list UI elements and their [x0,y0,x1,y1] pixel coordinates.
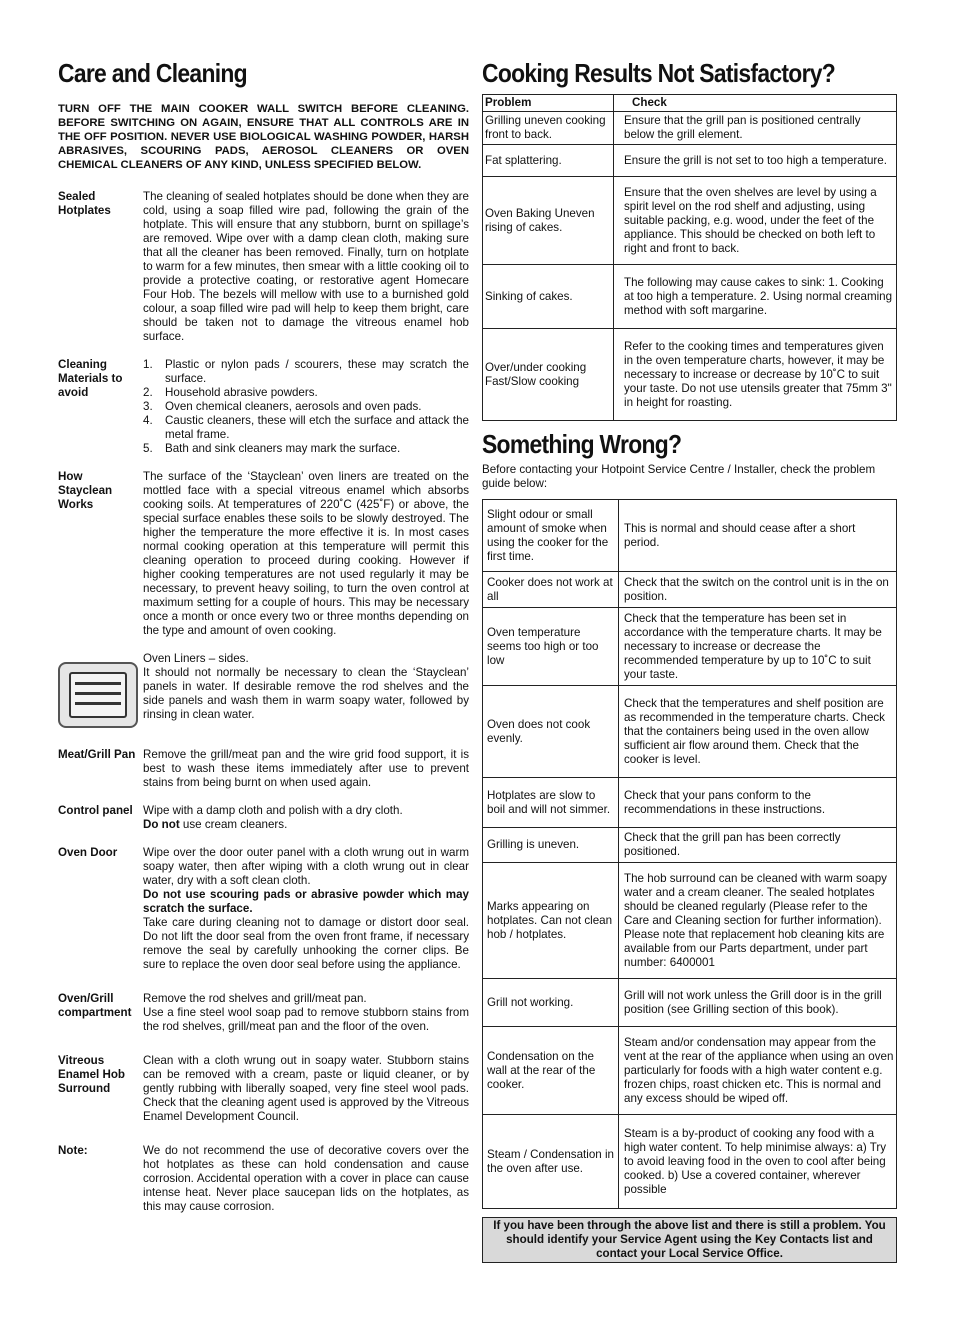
problem-header: Problem [483,95,614,112]
vitreous-enamel-label: Vitreous Enamel Hob Surround [58,1054,125,1095]
table-row: Hotplates are slow to boil and will not simmer. Check that your pans conform to the recommendations in these instructions. [483,778,897,828]
sealed-hotplates-label: Sealed Hotplates [58,190,111,217]
table-row: Oven Baking Uneven rising of cakes. Ensure that the oven shelves are level by using a spirit level on the rod shelf and adjusting, using suitable packing, e.g. wood, under the feet of the appliance. This should be checked on both left to right and front to back. [483,177,897,265]
something-wrong-table [482,499,897,1209]
table-row: Oven does not cook evenly. Check that the temperatures and shelf position are as recommended in the temperature charts. Check that the containers being used in the oven allow sufficient air flow around them. Check that the cooker is level. [483,686,897,778]
table-row: Marks appearing on hotplates. Can not clean hob / hotplates. The hob surround can be cleaned with warm soapy water and a cream cleaner. The sealed hotplates should be cleaned regularly (Please refer to the Care and Cleaning section for further information). Please note that replacement hob cleaning kits are available from our Parts department, under part number: 6400001 [483,863,897,979]
care-title: Care and Cleaning [58,58,247,88]
check-header: Check [614,95,897,112]
table-row: Over/under cooking Fast/Slow cooking Refer to the cooking times and temperatures given in the oven temperature charts, however, it may be necessary to increase or decrease by 10˚C to suit your taste. Do not use utensils greater that 75mm 3" in height for roasting. [483,329,897,421]
stayclean-section [58,470,469,638]
table-row: Condensation on the wall at the rear of the cooker. Steam and/or condensation may appear from the vent at the rear of the appliance when using an oven particularly for foods with a high water content e.g. frozen chips, roast chicken etc. This is normal and any excess should be wiped off. [483,1027,897,1115]
table-row: Fat splattering. Ensure the grill is not set to too high a temperature. [483,145,897,177]
control-panel-label: Control panel [58,804,133,817]
oven-door-warning: Do not use scouring pads or abrasive powder which may scratch the surface. [143,888,469,915]
meat-grill-pan-section [58,748,469,790]
service-agent-notice: If you have been through the above list and there is still a problem. You should identify your Service Agent using the Key Contacts list and contact your Local Service Office. [482,1217,897,1263]
vitreous-enamel-section [58,1054,469,1124]
meat-grill-pan-label: Meat/Grill Pan [58,748,136,761]
care-warning: TURN OFF THE MAIN COOKER WALL SWITCH BEFORE CLEANING. BEFORE SWITCHING ON AGAIN, ENSURE THAT ALL CONTROLS ARE IN THE OFF POSITION. NEVER USE BIOLOGICAL WASHING POWDER, HARSH ABRASIVES, SCOURING PADS, AEROSOL CLEANERS OR OVEN CHEMICAL CLEANERS OF ANY KIND, UNLESS SPECIFIED BELOW. [58,103,469,171]
table-row: Grilling uneven cooking front to back. Ensure that the grill pan is positioned centrally below the grill element. [483,112,897,145]
table-row: Sinking of cakes. The following may cause cakes to sink: 1. Cooking at too high a temperature. 2. Using normal creaming method with soft margarine. [483,265,897,329]
something-wrong-intro: Before contacting your Hotpoint Service Centre / Installer, check the problem guide below: [482,463,876,490]
oven-grill-compartment-label: Oven/Grill compartment [58,992,132,1019]
oven-liners-heading: Oven Liners – sides. [143,652,249,665]
oven-liner-icon [58,662,138,728]
sealed-hotplates-text: The cleaning of sealed hotplates should be done when they are cold, using a soap filled wire pad, following the grain of the hotplate. This will ensure that any stubborn, burnt on spillage’s are removed. Wipe over with a damp clean cloth, making sure that all the cleaner has been removed. Finally, turn on hotplate to warm for a few minutes, then smear with a little cooking oil to provide a protective coating, or restorative agent Homecare Four Hob. The bezels will mellow with use to a burnished gold colour, a soap filled wire pad will help to keep them bright, care should be taken not to damage the vitreous enamel hob surface. [143,190,469,343]
meat-grill-pan-text: Remove the grill/meat pan and the wire grid food support, it is best to wash these items immediately after use to prevent stains from being burnt on when used again. [143,748,469,789]
results-title: Cooking Results Not Satisfactory? [482,58,836,88]
oven-door-text: Wipe over the door outer panel with a cloth wrung out in warm soapy water, then after wiping with a cloth wrung out in clear water, dry with a soft clean cloth. [143,846,469,887]
list-item: 1. Plastic or nylon pads / scourers, these may scratch the surface. [143,358,469,385]
compartment-text-1: Remove the rod shelves and grill/meat pan. [143,992,367,1005]
table-row: Cooker does not work at all Check that the switch on the control unit is in the on position. [483,572,897,608]
oven-door-section [58,846,469,972]
table-header-row [483,95,897,112]
care-and-cleaning-column [58,58,469,1214]
list-item: 2. Household abrasive powders. [143,386,318,399]
table-row: Steam / Condensation in the oven after use. Steam is a by-product of cooking any food with a high water content. To help minimise always: a) Try to avoid leaving food in the oven to cool after being cooked. b) Use a covered container, wherever possible [483,1115,897,1209]
control-panel-warning: Do not [143,818,180,831]
oven-grill-compartment-section [58,992,469,1034]
cleaning-materials-list [143,358,469,456]
note-label: Note: [58,1144,88,1157]
list-item: 4. Caustic cleaners, these will etch the surface and attack the metal frame. [143,414,469,441]
sealed-hotplates-section [58,190,469,344]
table-row: Grilling is uneven. Check that the grill pan has been correctly positioned. [483,828,897,863]
list-item: 5. Bath and sink cleaners may mark the surface. [143,442,401,455]
cleaning-materials-label: Cleaning Materials to avoid [58,358,123,399]
note-text: We do not recommend the use of decorative covers over the hot hotplates as these can hold condensation and cause corrosion. Accidental operation with a cover in place can cause intense heat. Never place saucepan lids on the hotplates, as this may cause corrosion. [143,1144,469,1213]
troubleshooting-column [482,58,897,1263]
oven-liners-section [58,652,469,728]
list-item: 3. Oven chemical cleaners, aerosols and oven pads. [143,400,422,413]
cleaning-materials-section [58,358,469,456]
table-row: Oven temperature seems too high or too low Check that the temperature has been set in accordance with the temperature charts. It may be necessary to increase or decrease the recommended temperature by up to 10˚C to suit your taste. [483,608,897,686]
note-section [58,1144,469,1214]
table-row: Grill not working. Grill will not work unless the Grill door is in the grill position (see Grilling section of this book). [483,979,897,1027]
compartment-text-2: Use a fine steel wool soap pad to remove stubborn stains from the rod shelves, grill/meat pan and the floor of the oven. [143,1006,469,1033]
stayclean-label: How Stayclean Works [58,470,113,511]
oven-door-seal-text: Take care during cleaning not to damage or distort door seal. Do not lift the door seal from the oven front frame, if necessary remove the seal by carefully unhooking the corner clips. Be sure to replace the oven door seal before using the appliance. [143,916,469,971]
oven-liners-text: It should not normally be necessary to clean the ‘Stayclean’ panels in water. If desirable remove the rod shelves and the side panels and wash them in warm soapy water, followed by rinsing in clean water. [143,666,469,721]
cooking-results-table [482,94,897,421]
something-wrong-title: Something Wrong? [482,429,682,459]
oven-door-label: Oven Door [58,846,118,859]
control-panel-section: Control panel Wipe with a damp cloth and polish with a dry cloth. Do not use cream cleaners. [58,804,469,832]
vitreous-enamel-text: Clean with a cloth wrung out in soapy water. Stubborn stains can be removed with a cream, paste or liquid cleaner, or by gently rubbing with liberally soaped, very fine steel wool pads. Check that the cleaning agent used is approved by the Vitreous Enamel Development Council. [143,1054,469,1123]
stayclean-text: The surface of the ‘Stayclean’ oven liners are treated on the mottled face with a special vitreous enamel which absorbs cooking soils. At temperatures of 220˚C (425˚F) or above, the special surface enables these soils to be slowly destroyed. The higher the temperature the more effective it is. In most cases normal cooking operation at this temperature will permit this cleaning operation to proceed during cooking. However if higher cooking temperatures are not used regularly it may be necessary, to prevent heavy soiling, to turn the oven control at maximum setting for a couple of hours. This may be necessary once a month or once every two or three months depending on the type and amount of oven cooking. [143,470,469,637]
control-panel-text: Wipe with a damp cloth and polish with a dry cloth. [143,804,403,817]
table-row: Slight odour or small amount of smoke when using the cooker for the first time. This is normal and should cease after a short period. [483,500,897,572]
